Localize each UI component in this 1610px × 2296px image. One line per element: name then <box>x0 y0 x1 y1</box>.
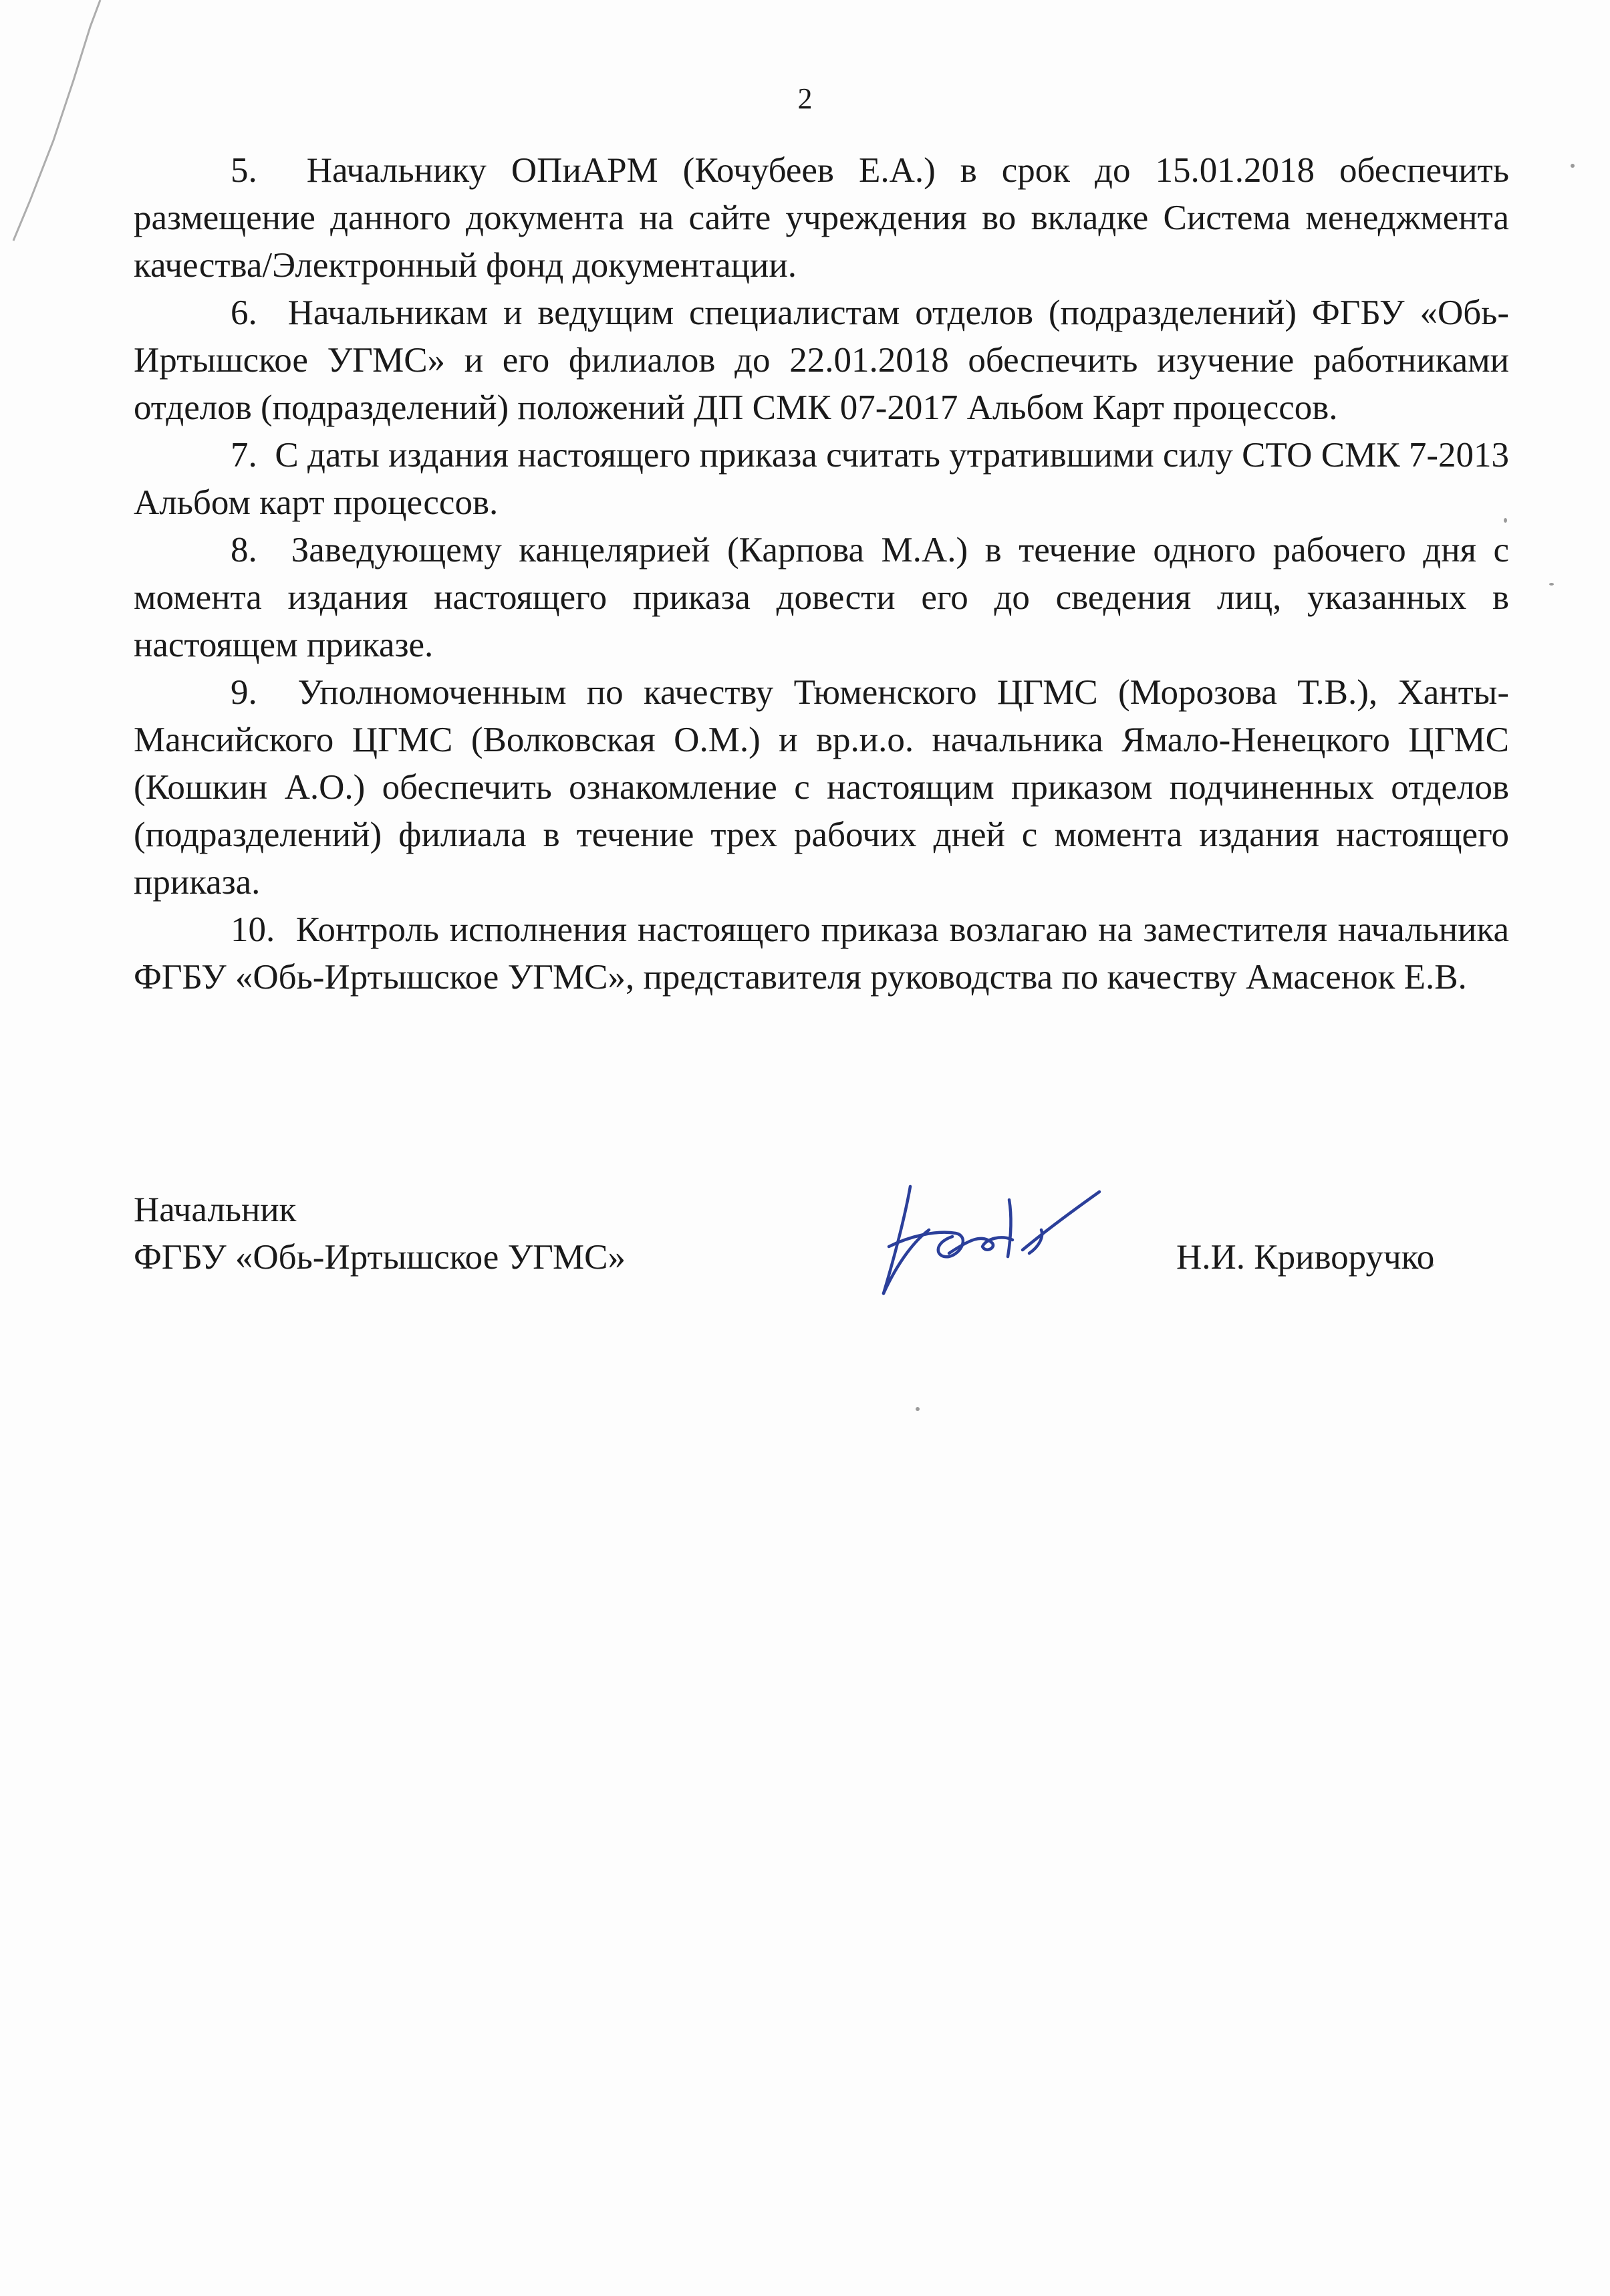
position-title: Начальник <box>134 1190 297 1229</box>
clause-text: Начальникам и ведущим специалистам отделов (подразделений) ФГБУ «Обь-Иртышское УГМС» и его филиалов до 22.01.2018 обеспечить изучение работниками отделов (подразделений) положений ДП СМК 07-2017 Альбом Карт процессов. <box>134 293 1510 427</box>
clause-paragraph <box>134 432 1509 527</box>
page-number: 2 <box>797 82 813 115</box>
signature-block <box>134 1186 1509 1307</box>
clause-number: 7. <box>231 436 257 475</box>
clause-number: 5. <box>231 151 257 190</box>
clause-paragraph <box>134 289 1509 432</box>
clause-text: С даты издания настоящего приказа считать утратившими силу СТО СМК 7-2013 Альбом карт процессов. <box>134 436 1509 522</box>
document-body <box>134 147 1509 1001</box>
clause-text: Начальнику ОПиАРМ (Кочубеев Е.А.) в срок до 15.01.2018 обеспечить размещение данного документа на сайте учреждения во вкладке Система менеджмента качества/Электронный фонд документации. <box>134 151 1510 285</box>
organization-name: ФГБУ «Обь-Иртышское УГМС» <box>134 1238 626 1277</box>
clause-text: Заведующему канцелярией (Карпова М.А.) в течение одного рабочего дня с момента издания настоящего приказа довести его до сведения лиц, указанных в настоящем приказе. <box>134 531 1509 664</box>
clause-number: 9. <box>231 673 257 712</box>
clause-paragraph <box>134 906 1509 1001</box>
clause-number: 10. <box>231 910 275 949</box>
signatory-name: Н.И. Криворучко <box>1176 1238 1435 1277</box>
scan-speck <box>1549 583 1554 586</box>
scan-speck <box>1571 164 1575 168</box>
clause-paragraph <box>134 147 1509 289</box>
clause-text: Контроль исполнения настоящего приказа возлагаю на заместителя начальника ФГБУ «Обь-Иртышское УГМС», представителя руководства по качеству Амасенок Е.В. <box>134 910 1509 997</box>
signatory-position <box>134 1186 626 1281</box>
scan-edge-mark <box>0 0 134 267</box>
scan-speck <box>916 1407 920 1411</box>
clause-paragraph <box>134 527 1509 669</box>
handwritten-signature <box>869 1173 1216 1307</box>
clause-number: 8. <box>231 531 257 569</box>
clause-paragraph <box>134 669 1509 906</box>
clause-number: 6. <box>231 293 257 332</box>
clause-text: Уполномоченным по качеству Тюменского ЦГМС (Морозова Т.В.), Ханты-Мансийского ЦГМС (Волковская О.М.) и вр.и.о. начальника Ямало-Ненецкого ЦГМС (Кошкин А.О.) обеспечить ознакомление с настоящим приказом подчиненных отделов (подразделений) филиала в течение трех рабочих дней с момента издания настоящего приказа. <box>134 673 1510 902</box>
